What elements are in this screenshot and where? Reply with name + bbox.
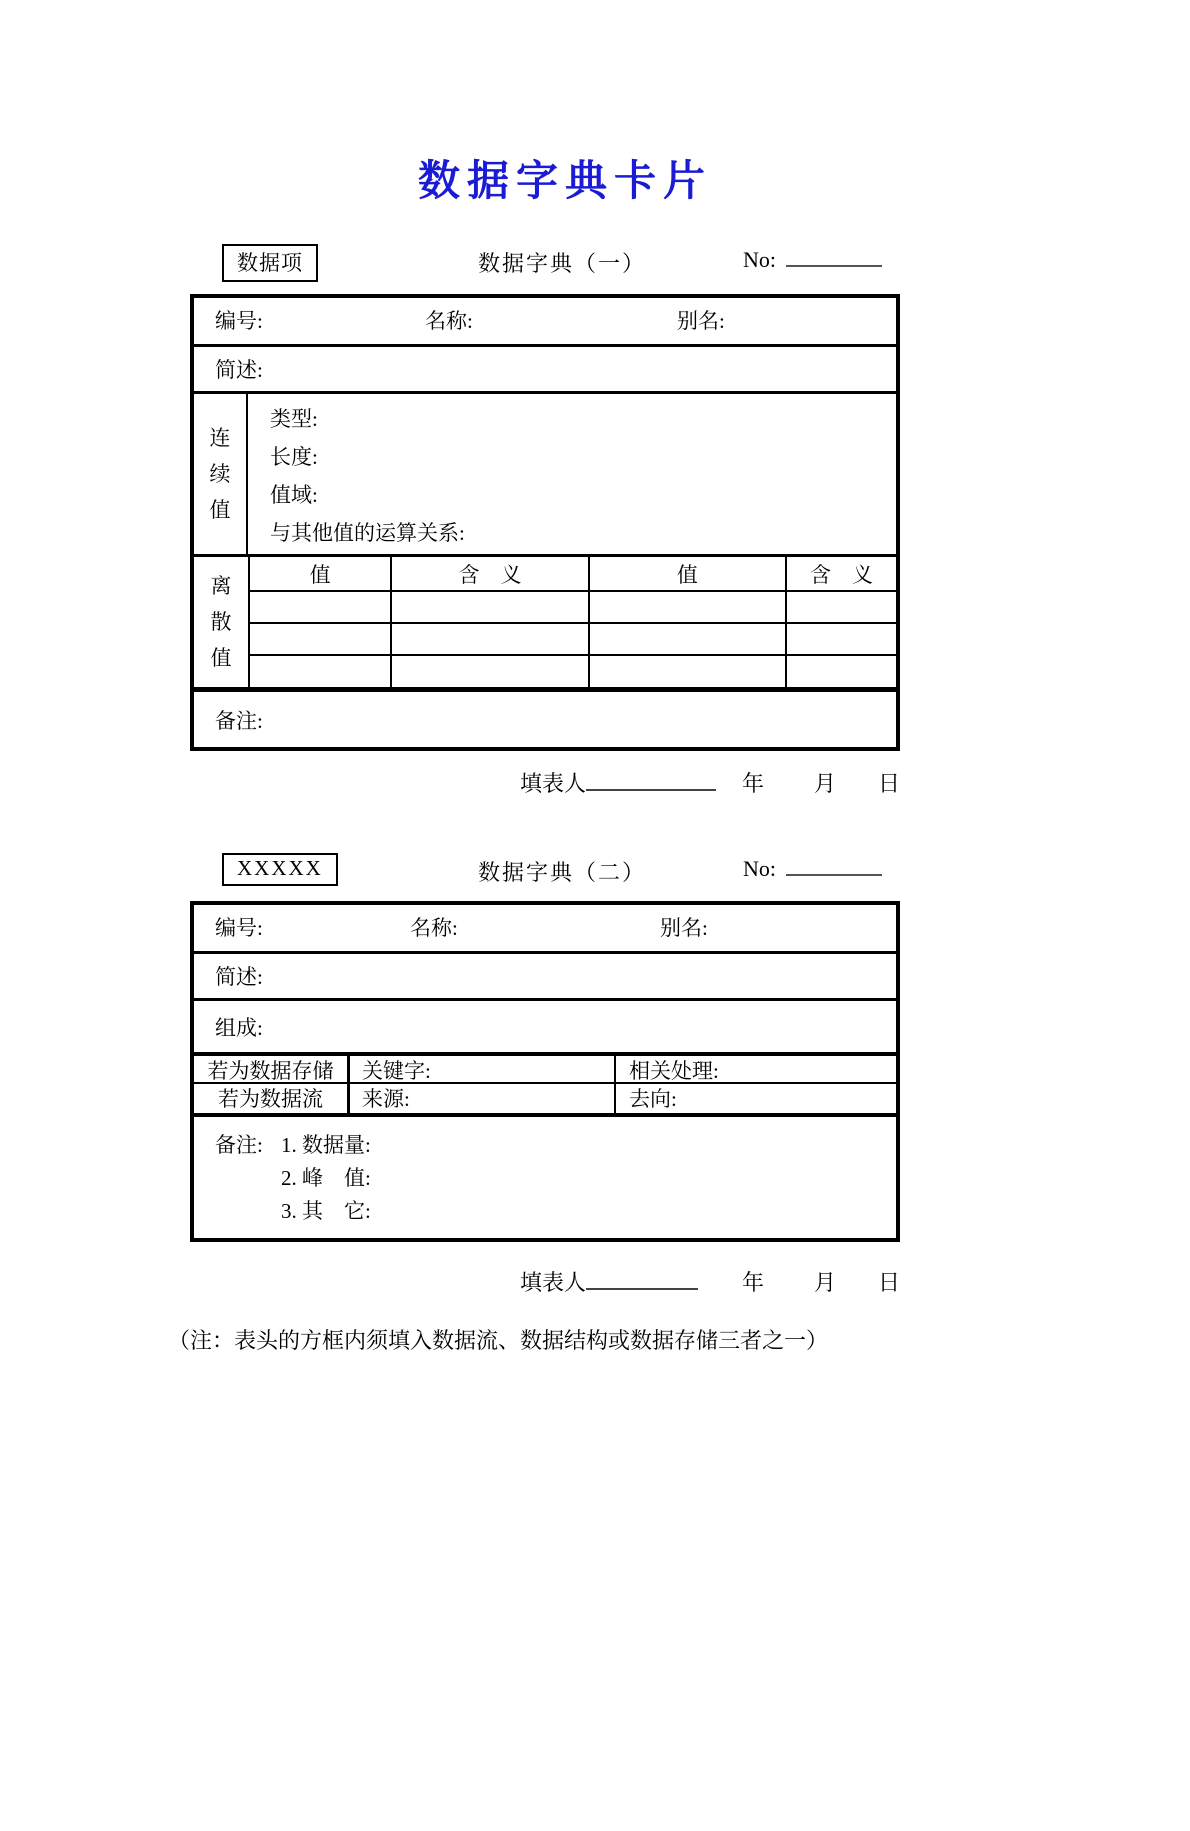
discrete-char: 离: [210, 574, 232, 598]
form2-name-label: 名称:: [410, 916, 458, 940]
form2-row-remark: [194, 1113, 896, 1238]
form2-no-field: [743, 856, 882, 882]
discrete-empty-row: [249, 655, 896, 687]
page-title: 数据字典卡片: [417, 159, 712, 205]
form2-remark-label: 备注:: [215, 1133, 263, 1157]
continuous-char: 续: [209, 462, 231, 486]
form1-length-label: 长度:: [270, 445, 318, 469]
form2-remark-item-peak: 2. 峰 值:: [281, 1166, 371, 1190]
form2-remark-item-other: 3. 其 它:: [281, 1199, 371, 1223]
form2-row-flow: [194, 1082, 896, 1113]
discrete-header-meaning-2: 含 义: [786, 557, 896, 591]
form2-month-label: 月: [814, 1270, 837, 1295]
form1-brief-label: 简述:: [215, 358, 263, 382]
filled-by-label: 填表人: [520, 1270, 587, 1295]
form2-flow-label: 若为数据流: [194, 1084, 350, 1115]
form1-day-label: 日: [878, 771, 901, 796]
discrete-header-meaning-1: 含 义: [391, 557, 588, 591]
form2-signature-blank-line: [586, 1270, 698, 1290]
discrete-empty-row: [249, 591, 896, 623]
form2-filled-by: [520, 1266, 698, 1297]
form2-remark-item-volume: 1. 数据量:: [281, 1133, 371, 1157]
discrete-header-value-1: 值: [249, 557, 391, 591]
form1-continuous-vertical-label: [194, 394, 248, 554]
form1-continuous-fields: [248, 394, 896, 554]
form1-range-label: 值域:: [270, 483, 318, 507]
form1-type-label: 类型:: [270, 407, 318, 431]
discrete-cell: [391, 591, 588, 623]
form2-composition-label: 组成:: [215, 1016, 263, 1040]
form1-discrete-table: [248, 557, 896, 687]
form1-row-identity: [194, 298, 896, 344]
form1-filled-by: [520, 767, 716, 798]
discrete-char: 值: [210, 646, 232, 670]
discrete-cell: [589, 623, 786, 655]
form1-heading: 数据字典（一）: [478, 251, 647, 276]
form2-alias-label: 别名:: [660, 916, 708, 940]
discrete-cell: [786, 623, 896, 655]
form1-row-brief: [194, 344, 896, 391]
form2-heading: 数据字典（二）: [478, 860, 647, 885]
continuous-char: 值: [209, 498, 231, 522]
form2-row-identity: [194, 905, 896, 951]
form2-header: [190, 853, 900, 887]
form2-no-label: No:: [743, 856, 776, 881]
continuous-char: 连: [209, 426, 231, 450]
form2-table: [190, 901, 900, 1242]
discrete-cell: [786, 655, 896, 687]
form1-continuous-section: [194, 391, 896, 554]
discrete-cell: [589, 591, 786, 623]
form1-no-label: No:: [743, 247, 776, 272]
form1-name-label: 名称:: [425, 309, 473, 333]
discrete-cell: [391, 655, 588, 687]
form1-alias-label: 别名:: [677, 309, 725, 333]
form2-tag-box: XXXXX: [222, 853, 338, 886]
form1-discrete-vertical-label: [194, 557, 248, 687]
form2-day-label: 日: [878, 1270, 901, 1295]
form2-remark-items: [281, 1129, 371, 1228]
form2-id-label: 编号:: [215, 916, 263, 940]
form2-brief-label: 简述:: [215, 965, 263, 989]
form2-keyword-label: 关键字:: [350, 1056, 616, 1086]
page-footnote: （注：表头的方框内须填入数据流、数据结构或数据存储三者之一）: [168, 1328, 829, 1353]
discrete-cell: [786, 591, 896, 623]
form1-no-field: [743, 247, 882, 273]
form1-discrete-section: [194, 554, 896, 687]
discrete-char: 散: [210, 610, 232, 634]
form2-year-label: 年: [742, 1270, 765, 1295]
filled-by-label: 填表人: [520, 771, 587, 796]
form2-no-blank-line: [786, 856, 882, 876]
form1-month-label: 月: [814, 771, 837, 796]
discrete-cell: [391, 623, 588, 655]
discrete-header-value-2: 值: [589, 557, 786, 591]
form2-signoff: [190, 1266, 900, 1296]
discrete-cell: [589, 655, 786, 687]
discrete-cell: [249, 655, 391, 687]
form1-table: [190, 294, 900, 751]
discrete-header-row: [249, 557, 896, 591]
form2-storage-label: 若为数据存储: [194, 1056, 350, 1086]
form2-row-storage: [194, 1052, 896, 1082]
form1-header: [190, 244, 900, 278]
form2-row-brief: [194, 951, 896, 998]
form2-dest-label: 去向:: [629, 1087, 677, 1111]
form1-signature-blank-line: [586, 771, 716, 791]
form2-related-label: 相关处理:: [629, 1059, 719, 1083]
form2-source-label: 来源:: [350, 1084, 616, 1115]
form1-tag-box: 数据项: [222, 244, 318, 282]
form1-signoff: [190, 767, 900, 797]
form1-no-blank-line: [786, 247, 882, 267]
form1-year-label: 年: [742, 771, 765, 796]
form1-row-remark: [194, 687, 896, 747]
form2-row-composition: [194, 998, 896, 1052]
discrete-empty-row: [249, 623, 896, 655]
discrete-cell: [249, 591, 391, 623]
form1-relation-label: 与其他值的运算关系:: [270, 521, 465, 545]
form1-remark-label: 备注:: [215, 708, 263, 733]
form1-id-label: 编号:: [215, 309, 263, 333]
discrete-cell: [249, 623, 391, 655]
